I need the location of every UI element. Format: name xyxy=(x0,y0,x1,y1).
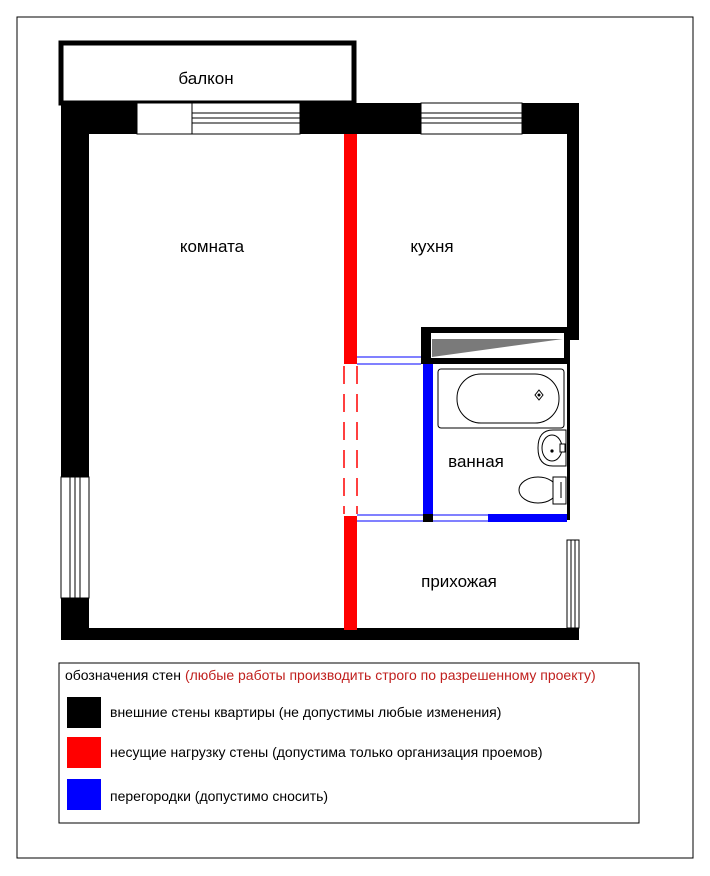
room-label: комната xyxy=(179,237,245,256)
legend-swatch-exterior xyxy=(67,697,101,728)
window-left xyxy=(61,477,89,598)
window-top-left xyxy=(137,103,300,134)
balcony-label: балкон xyxy=(178,69,234,88)
bathroom-label: ванная xyxy=(448,452,504,471)
wall-opening-dashed xyxy=(344,366,357,514)
door-threshold-kitchen xyxy=(357,357,421,364)
window-top-right xyxy=(421,103,522,134)
legend xyxy=(59,663,639,823)
kitchen-label: кухня xyxy=(410,237,454,256)
legend-item-load-bearing: несущие нагрузку стены (допустима только организация проемов) xyxy=(110,744,543,760)
legend-swatch-load-bearing xyxy=(67,737,101,768)
sink-icon xyxy=(538,430,566,466)
bathroom-right-wall xyxy=(567,340,570,520)
toilet-icon xyxy=(519,477,566,504)
window-right xyxy=(567,540,579,628)
legend-swatch-partition xyxy=(67,779,101,810)
load-bearing-wall xyxy=(344,134,357,630)
ventilation-shaft xyxy=(421,327,570,364)
door-threshold-hallway xyxy=(357,515,488,521)
partition-cap xyxy=(423,514,433,522)
legend-title xyxy=(65,667,596,683)
legend-item-exterior: внешние стены квартиры (не допустимы любые изменения) xyxy=(110,704,502,720)
legend-warning: (любые работы производить строго по разрешенному проекту) xyxy=(184,667,596,683)
legend-title-text: обозначения стен xyxy=(65,667,181,683)
legend-item-partition: перегородки (допустимо сносить) xyxy=(110,788,329,804)
bathtub-icon xyxy=(438,369,564,428)
hallway-label: прихожая xyxy=(421,572,497,591)
